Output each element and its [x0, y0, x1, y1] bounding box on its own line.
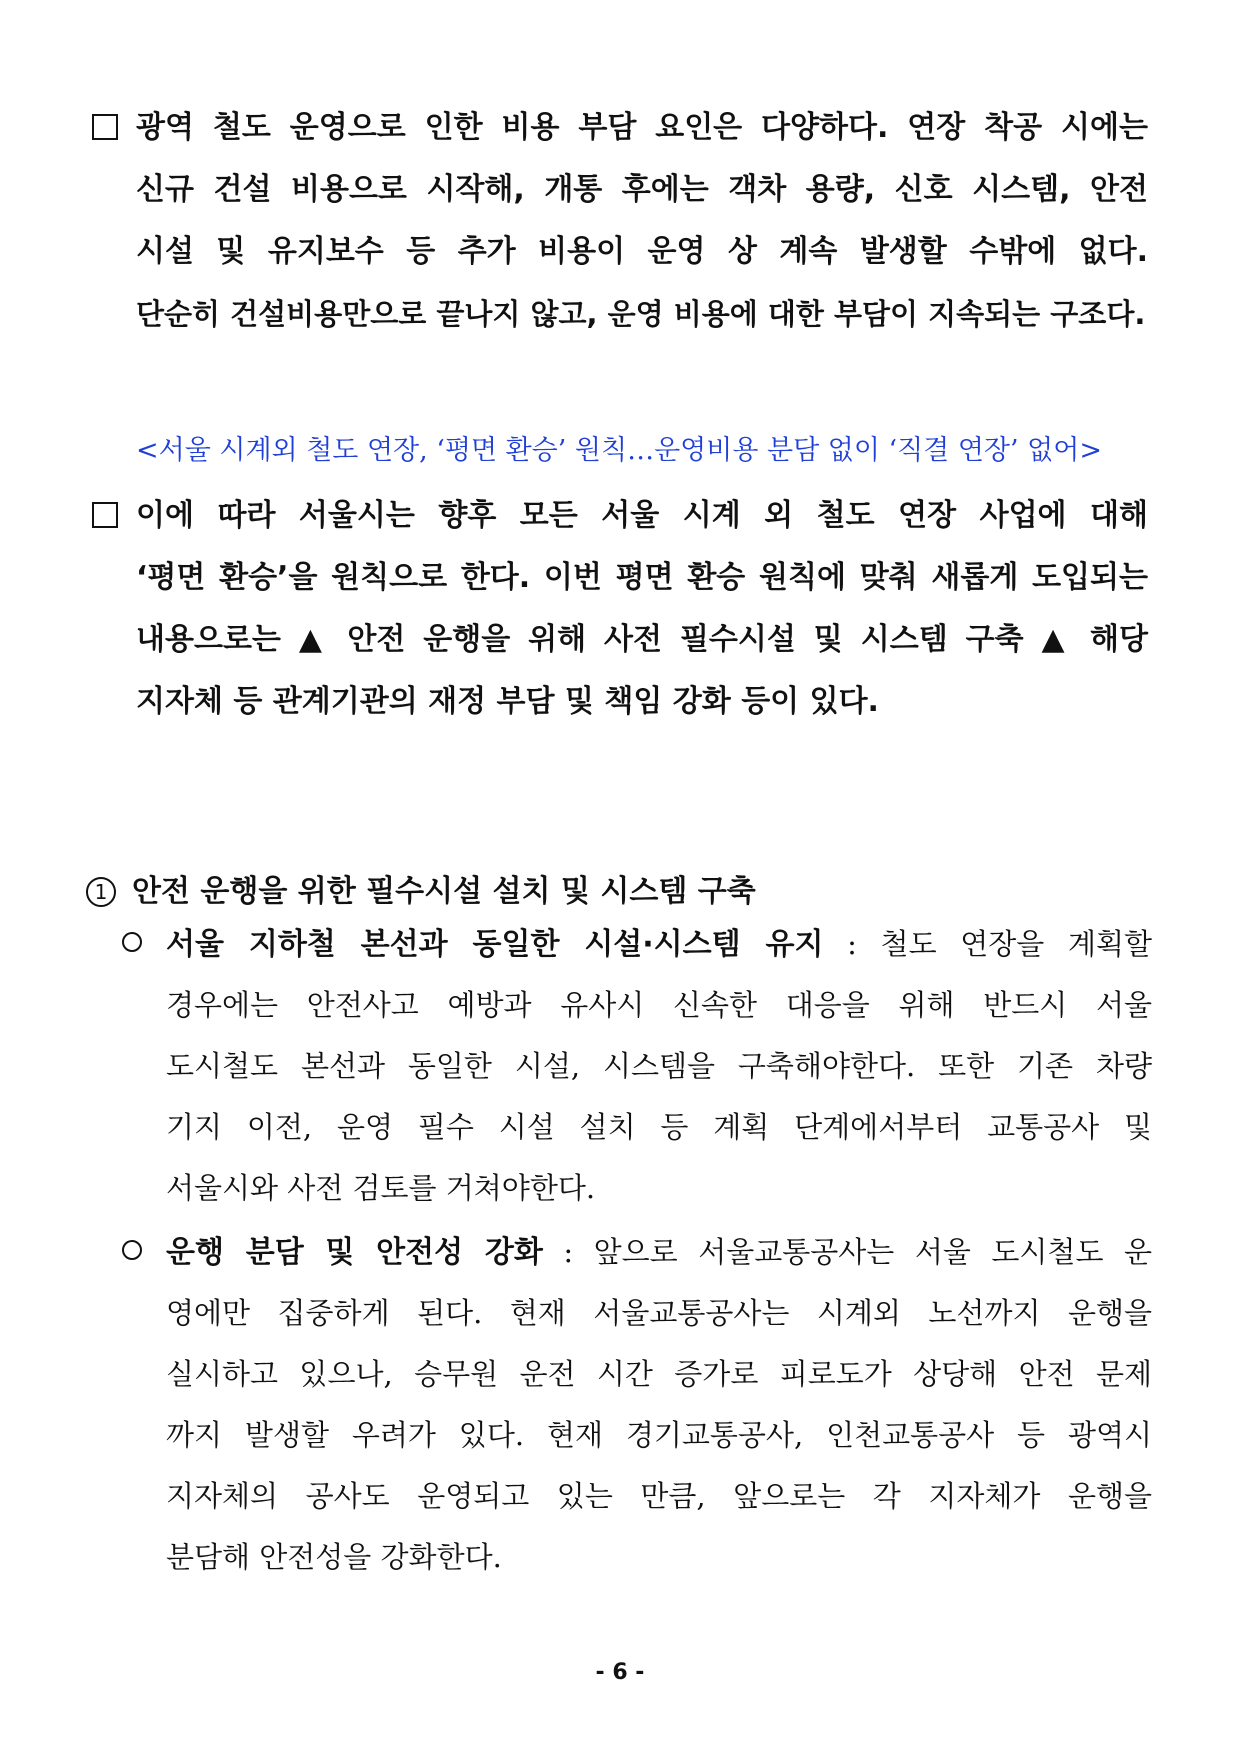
square-bullet-icon — [92, 114, 118, 140]
paragraph-line: 경우에는 안전사고 예방과 유사시 신속한 대응을 위해 반드시 서울 — [166, 988, 1152, 1022]
item-lead-rest: : 앞으로 서울교통공사는 서울 도시철도 운 — [542, 1235, 1153, 1269]
circle-bullet-icon — [122, 1240, 142, 1260]
paragraph-line: 지자체의 공사도 운영되고 있는 만큼, 앞으로는 각 지자체가 운행을 — [166, 1479, 1152, 1513]
paragraph-line: 광역 철도 운영으로 인한 비용 부담 요인은 다양하다. 연장 착공 시에는 — [136, 110, 1148, 145]
paragraph-line: 이에 따라 서울시는 향후 모든 서울 시계 외 철도 연장 사업에 대해 — [136, 498, 1148, 533]
paragraph-line — [166, 924, 1152, 985]
square-bullet-icon — [92, 502, 118, 528]
paragraph-line: 시설 및 유지보수 등 추가 비용이 운영 상 계속 발생할 수밖에 없다. — [136, 234, 1148, 269]
section-heading — [86, 866, 756, 910]
item-lead: 서울 지하철 본선과 동일한 시설·시스템 유지 — [166, 927, 824, 962]
paragraph-line: 실시하고 있으나, 승무원 운전 시간 증가로 피로도가 상당해 안전 문제 — [166, 1357, 1152, 1391]
section-title: 안전 운행을 위한 필수시설 설치 및 시스템 구축 — [132, 874, 756, 909]
circle-bullet-icon — [122, 932, 142, 952]
page-number: - 6 - — [595, 1660, 645, 1685]
paragraph-line: 영에만 집중하게 된다. 현재 서울교통공사는 시계외 노선까지 운행을 — [166, 1296, 1152, 1330]
item-lead: 운행 분담 및 안전성 강화 — [166, 1235, 543, 1270]
paragraph-line: 까지 발생할 우려가 있다. 현재 경기교통공사, 인천교통공사 등 광역시 — [166, 1418, 1152, 1452]
paragraph-line: 단순히 건설비용만으로 끝나지 않고, 운영 비용에 대한 부담이 지속되는 구조다. — [136, 297, 1146, 331]
item-lead-rest: : 철도 연장을 계획할 — [823, 927, 1152, 961]
paragraph-line: 지자체 등 관계기관의 재정 부담 및 책임 강화 등이 있다. — [136, 684, 879, 719]
paragraph-line: 분담해 안전성을 강화한다. — [166, 1540, 502, 1574]
paragraph-line: 도시철도 본선과 동일한 시설, 시스템을 구축해야한다. 또한 기존 차량 — [166, 1049, 1152, 1083]
paragraph-line: 내용으로는 ▲ 안전 운행을 위해 사전 필수시설 및 시스템 구축 ▲ 해당 — [136, 622, 1148, 657]
paragraph-line: 신규 건설 비용으로 시작해, 개통 후에는 객차 용량, 신호 시스템, 안전 — [136, 172, 1148, 207]
paragraph-line — [166, 1232, 1152, 1293]
paragraph-line: ‘평면 환승’을 원칙으로 한다. 이번 평면 환승 원칙에 맞춰 새롭게 도입되는 — [136, 560, 1148, 595]
section-subtitle: <서울 시계외 철도 연장, ‘평면 환승’ 원칙…운영비용 분담 없이 ‘직결 연장’ 없어> — [136, 435, 1102, 466]
paragraph-line: 서울시와 사전 검토를 거쳐야한다. — [166, 1171, 596, 1205]
paragraph-line: 기지 이전, 운영 필수 시설 설치 등 계획 단계에서부터 교통공사 및 — [166, 1110, 1152, 1144]
circled-number-icon: 1 — [86, 877, 116, 907]
